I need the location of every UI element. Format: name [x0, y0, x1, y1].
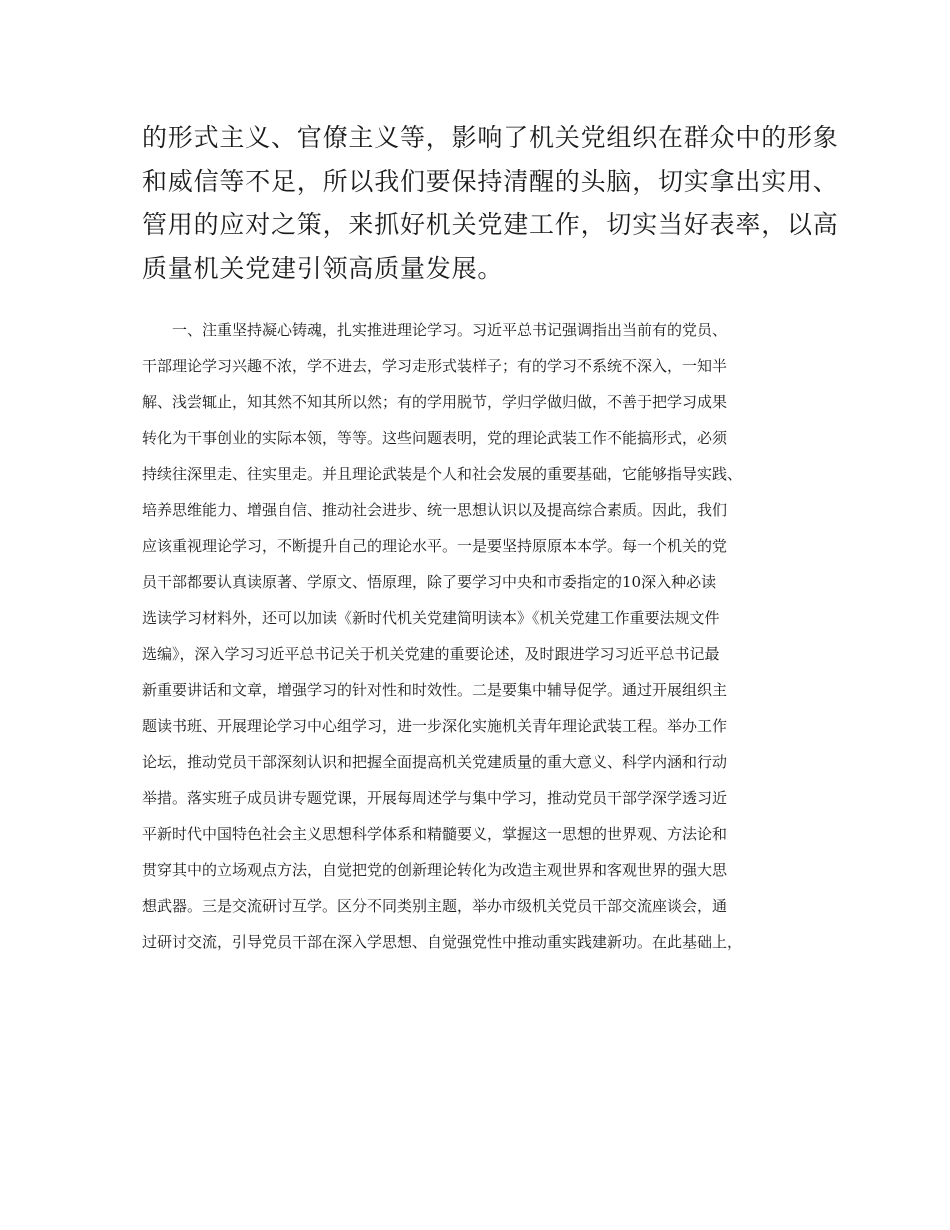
body-paragraph-line: 论坛，推动党员干部深刻认识和把握全面提高机关党建质量的重大意义、科学内涵和行动 — [142, 753, 728, 771]
lead-paragraph-line: 管用的应对之策，来抓好机关党建工作，切实当好表率，以高 — [142, 210, 839, 239]
body-paragraph-line: 题读书班、开展理论学习中心组学习，进一步深化实施机关青年理论武装工程。举办工作 — [142, 717, 728, 735]
body-paragraph-line: 应该重视理论学习，不断提升自己的理论水平。一是要坚持原原本本学。每一个机关的党 — [142, 537, 728, 555]
body-paragraph-line: 一、注重坚持凝心铸魂，扎实推进理论学习。习近平总书记强调指出当前有的党员、 — [172, 321, 728, 339]
body-paragraph-line: 选读学习材料外，还可以加读《新时代机关党建简明读本》《机关党建工作重要法规文件 — [142, 609, 720, 627]
body-paragraph-line: 干部理论学习兴趣不浓，学不进去，学习走形式装样子；有的学习不系统不深入，一知半 — [142, 357, 728, 375]
lead-paragraph-line: 质量机关党建引领高质量发展。 — [142, 254, 504, 283]
body-paragraph-line: 平新时代中国特色社会主义思想科学体系和精髓要义，掌握这一思想的世界观、方法论和 — [142, 825, 728, 843]
body-paragraph-line: 举措。落实班子成员讲专题党课，开展每周述学与集中学习，推动党员干部学深学透习近 — [142, 789, 728, 807]
body-paragraph-line: 转化为干事创业的实际本领，等等。这些问题表明，党的理论武装工作不能搞形式，必须 — [142, 429, 728, 447]
body-paragraph-line: 持续往深里走、往实里走。并且理论武装是个人和社会发展的重要基础，它能够指导实践、 — [142, 465, 743, 483]
body-paragraph-line: 选编》，深入学习习近平总书记关于机关党建的重要论述，及时跟进学习习近平总书记最 — [142, 645, 720, 663]
lead-paragraph-line: 的形式主义、官僚主义等，影响了机关党组织在群众中的形象 — [142, 123, 839, 152]
body-paragraph-line: 员干部都要认真读原著、学原文、悟原理，除了要学习中央和市委指定的10深入种必读 — [142, 573, 717, 591]
body-paragraph-line: 解、浅尝辄止，知其然不知其所以然；有的学用脱节，学归学做归做，不善于把学习成果 — [142, 393, 728, 411]
body-paragraph-line: 过研讨交流，引导党员干部在深入学思想、自觉强党性中推动重实践建新功。在此基础上， — [142, 933, 743, 951]
body-paragraph-line: 想武器。三是交流研讨互学。区分不同类别主题，举办市级机关党员干部交流座谈会，通 — [142, 897, 728, 915]
body-paragraph-line: 新重要讲话和文章，增强学习的针对性和时效性。二是要集中辅导促学。通过开展组织主 — [142, 681, 728, 699]
body-paragraph-line: 培养思维能力、增强自信、推动社会进步、统一思想认识以及提高综合素质。因此，我们 — [142, 501, 728, 519]
body-paragraph-line: 贯穿其中的立场观点方法，自觉把党的创新理论转化为改造主观世界和客观世界的强大思 — [142, 861, 728, 879]
lead-paragraph-line: 和威信等不足，所以我们要保持清醒的头脑，切实拿出实用、 — [142, 167, 839, 196]
